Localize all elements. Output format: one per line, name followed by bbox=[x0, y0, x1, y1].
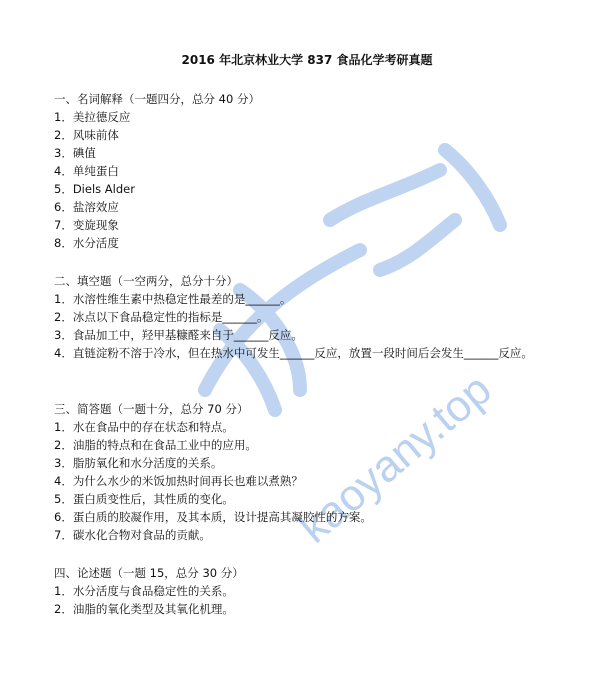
section-3-item: 2．油脂的特点和在食品工业中的应用。 bbox=[54, 438, 257, 452]
section-1-item: 8．水分活度 bbox=[54, 236, 119, 250]
watermark-stroke-5 bbox=[445, 150, 500, 225]
section-1-item: 5．Diels Alder bbox=[54, 182, 135, 196]
section-4-item: 1．水分活度与食品稳定性的关系。 bbox=[54, 584, 234, 598]
section-1-item: 3．碘值 bbox=[54, 146, 96, 160]
watermark-stroke-4 bbox=[380, 220, 455, 270]
section-1-heading: 一、名词解释（一题四分，总分 40 分） bbox=[54, 92, 260, 106]
watermark-stroke-3 bbox=[330, 170, 440, 220]
section-1-item: 6．盐溶效应 bbox=[54, 200, 119, 214]
section-2-item: 3．食品加工中，羟甲基糠醛来自于______反应。 bbox=[54, 328, 303, 342]
section-4-heading: 四、论述题（一题 15，总分 30 分） bbox=[54, 566, 244, 580]
section-2-item: 4．直链淀粉不溶于冷水，但在热水中可发生______反应，放置一段时间后会发生______反应。 bbox=[54, 346, 533, 360]
section-3-heading: 三、简答题（一题十分，总分 70 分） bbox=[54, 402, 249, 416]
section-3-item: 3．脂肪氧化和水分活度的关系。 bbox=[54, 456, 223, 470]
section-1-item: 4．单纯蛋白 bbox=[54, 164, 119, 178]
section-3-item: 1．水在食品中的存在状态和特点。 bbox=[54, 420, 234, 434]
watermark-text: kaoyany.top bbox=[289, 364, 501, 553]
section-4-item: 2．油脂的氧化类型及其氧化机理。 bbox=[54, 602, 234, 616]
section-2-item: 2．冰点以下食品稳定性的指标是______。 bbox=[54, 310, 269, 324]
section-2-item: 1．水溶性维生素中热稳定性最差的是______。 bbox=[54, 292, 292, 306]
section-1-item: 2．风味前体 bbox=[54, 128, 119, 142]
document-title: 2016 年北京林业大学 837 食品化学考研真题 bbox=[181, 53, 433, 67]
section-2-heading: 二、填空题（一空两分，总分十分） bbox=[54, 274, 238, 288]
section-3-item: 4．为什么水少的米饭加热时间再长也难以煮熟？ bbox=[54, 474, 303, 488]
section-3-item: 7．碳水化合物对食品的贡献。 bbox=[54, 528, 211, 542]
section-3-item: 6．蛋白质的胶凝作用，及其本质，设计提高其凝胶性的方案。 bbox=[54, 510, 372, 524]
section-1-item: 1．美拉德反应 bbox=[54, 110, 131, 124]
section-3-item: 5．蛋白质变性后，其性质的变化。 bbox=[54, 492, 234, 506]
section-1-item: 7．变旋现象 bbox=[54, 218, 119, 232]
